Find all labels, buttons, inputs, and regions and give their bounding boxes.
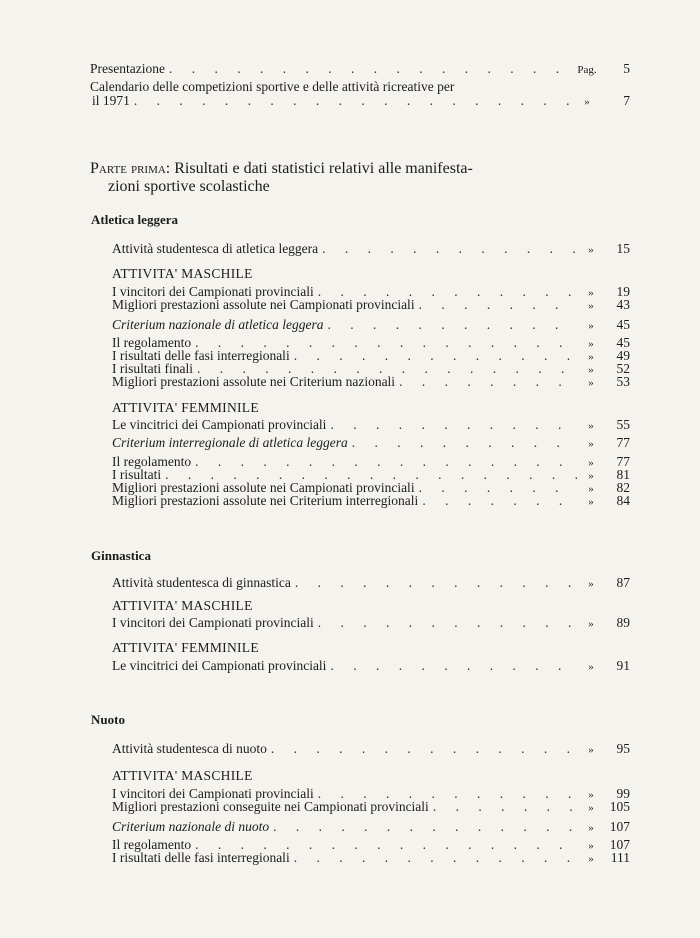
toc-entry (112, 820, 630, 835)
toc-entry-mark: » (588, 338, 594, 350)
toc-entry-mark: » (588, 420, 594, 432)
toc-entry (112, 298, 630, 313)
toc-entry-page: 99 (616, 786, 630, 801)
leader-dots (419, 481, 578, 495)
toc-entry-page: 45 (616, 335, 630, 350)
toc-entry (112, 375, 630, 390)
part-title-line2: zioni sportive scolastiche (108, 178, 270, 195)
leader-dots (322, 242, 578, 256)
toc-entry (112, 659, 630, 674)
toc-entry-page: 15 (616, 241, 630, 256)
toc-entry-mark: » (588, 244, 594, 256)
toc-entry-mark: » (588, 496, 594, 508)
leader-dots (433, 800, 578, 814)
toc-entry-page: 87 (616, 575, 630, 590)
toc-entry-label: I risultati finali (112, 361, 193, 376)
toc-entry-page: 84 (616, 493, 630, 508)
toc-entry (112, 851, 630, 866)
toc-entry-label: Calendario delle competizioni sportive e delle attività ricreative per (90, 79, 455, 94)
toc-entry-label: I vincitori dei Campionati provinciali (112, 786, 314, 801)
toc-entry-mark: » (588, 287, 594, 299)
section-title-ginnastica: Ginnastica (91, 548, 151, 563)
toc-entry-page: 49 (616, 348, 630, 363)
toc-entry-mark: » (588, 840, 594, 852)
toc-entry-presentazione (90, 62, 630, 77)
toc-entry-label: I risultati delle fasi interregionali (112, 850, 290, 865)
toc-entry-mark: » (588, 457, 594, 469)
toc-entry-label: Le vincitrici dei Campionati provinciali (112, 417, 327, 432)
toc-entry-page: 107 (609, 837, 630, 852)
leader-dots (352, 436, 578, 450)
toc-entry-label: Migliori prestazioni assolute nei Campionati provinciali (112, 480, 415, 495)
toc-entry-label: Migliori prestazioni assolute nei Campionati provinciali (112, 297, 415, 312)
toc-entry-label: Attività studentesca di atletica leggera (112, 241, 319, 256)
toc-entry-mark: » (588, 802, 594, 814)
toc-entry (112, 494, 630, 509)
toc-entry-mark: » (588, 661, 594, 673)
toc-entry (112, 436, 630, 451)
leader-dots (318, 616, 578, 630)
toc-entry-label: Criterium nazionale di atletica leggera (112, 317, 324, 332)
toc-entry-page: 89 (616, 615, 630, 630)
leader-dots (422, 494, 578, 508)
toc-entry-label: Migliori prestazioni conseguite nei Campionati provinciali (112, 799, 429, 814)
toc-entry-page: 82 (616, 480, 630, 495)
leader-dots (271, 742, 578, 756)
toc-entry-label: Presentazione (90, 61, 165, 76)
toc-entry-mark: » (588, 351, 594, 363)
toc-entry-page: 43 (616, 297, 630, 312)
leader-dots (294, 349, 578, 363)
toc-entry-label: Il regolamento (112, 335, 192, 350)
leader-dots (330, 418, 578, 432)
toc-entry-label: Criterium nazionale di nuoto (112, 819, 270, 834)
toc-entry-mark: » (588, 744, 594, 756)
toc-entry-mark: » (588, 438, 594, 450)
subsection-heading-maschile: ATTIVITA' MASCHILE (112, 598, 253, 613)
toc-entry-label: Le vincitrici dei Campionati provinciali (112, 658, 327, 673)
toc-entry-page: 19 (616, 284, 630, 299)
section-title-atletica: Atletica leggera (91, 212, 178, 227)
subsection-heading-femminile: ATTIVITA' FEMMINILE (112, 640, 259, 655)
toc-entry-mark: » (588, 853, 594, 865)
leader-dots (330, 659, 578, 673)
leader-dots (294, 851, 578, 865)
toc-entry (112, 242, 630, 257)
toc-entry-mark: » (588, 470, 594, 482)
toc-entry-page: 55 (616, 417, 630, 432)
toc-entry-label: I risultati delle fasi interregionali (112, 348, 290, 363)
part-heading (90, 160, 580, 196)
toc-entry (112, 418, 630, 433)
leader-dots (273, 820, 578, 834)
toc-entry-label: Il regolamento (112, 454, 192, 469)
toc-entry-page: 95 (616, 741, 630, 756)
toc-entry-label: I vincitori dei Campionati provinciali (112, 284, 314, 299)
toc-entry-mark: » (588, 377, 594, 389)
toc-entry-page: 77 (616, 454, 630, 469)
toc-entry-label: Migliori prestazioni assolute nei Criterium nazionali (112, 374, 396, 389)
leader-dots (327, 318, 578, 332)
toc-entry-label: Criterium interregionale di atletica leggera (112, 435, 348, 450)
toc-entry-mark: » (588, 300, 594, 312)
leader-dots (195, 455, 578, 469)
part-title-line1: Risultati e dati statistici relativi alle manifesta- (174, 160, 473, 177)
toc-entry-label: Migliori prestazioni assolute nei Criterium interregionali (112, 493, 419, 508)
toc-entry-label: I risultati (112, 467, 162, 482)
toc-entry-label: Attività studentesca di nuoto (112, 741, 267, 756)
part-label: Parte prima: (90, 160, 171, 177)
toc-entry (112, 318, 630, 333)
toc-entry-page: 52 (616, 361, 630, 376)
toc-entry-label: I vincitori dei Campionati provinciali (112, 615, 314, 630)
toc-entry-mark: » (588, 320, 594, 332)
toc-entry-page: 105 (609, 799, 630, 814)
toc-entry-calendario-line1 (90, 80, 576, 94)
toc-entry-page: 53 (616, 374, 630, 389)
toc-entry-mark: » (588, 364, 594, 376)
toc-entry-mark: » (584, 96, 590, 108)
subsection-heading-maschile: ATTIVITA' MASCHILE (112, 266, 253, 281)
toc-entry-page: 77 (616, 435, 630, 450)
toc-entry-mark: » (588, 483, 594, 495)
toc-entry (112, 616, 630, 631)
toc-entry-page: 107 (609, 819, 630, 834)
leader-dots (134, 94, 570, 108)
toc-entry-page: 81 (616, 467, 630, 482)
toc-entry-mark: » (588, 578, 594, 590)
toc-entry-page: 111 (610, 850, 630, 865)
subsection-heading-femminile: ATTIVITA' FEMMINILE (112, 400, 259, 415)
toc-entry (112, 576, 630, 591)
toc-entry-page: 45 (616, 317, 630, 332)
toc-entry-page: 5 (623, 61, 630, 76)
toc-entry-page: 91 (616, 658, 630, 673)
toc-entry-page: 7 (623, 93, 630, 108)
toc-entry (112, 800, 630, 815)
leader-dots (399, 375, 578, 389)
toc-entry-calendario (90, 94, 630, 109)
toc-entry-label: il 1971 (92, 93, 130, 108)
toc-entry-mark: » (588, 789, 594, 801)
toc-entry (112, 742, 630, 757)
leader-dots (419, 298, 578, 312)
toc-entry-mark: » (588, 822, 594, 834)
section-title-nuoto: Nuoto (91, 712, 125, 727)
toc-entry-mark: » (588, 618, 594, 630)
toc-entry-mark: Pag. (577, 64, 597, 76)
subsection-heading-maschile: ATTIVITA' MASCHILE (112, 768, 253, 783)
toc-entry-label: Il regolamento (112, 837, 192, 852)
leader-dots (295, 576, 578, 590)
toc-entry-label: Attività studentesca di ginnastica (112, 575, 291, 590)
leader-dots (169, 62, 570, 76)
